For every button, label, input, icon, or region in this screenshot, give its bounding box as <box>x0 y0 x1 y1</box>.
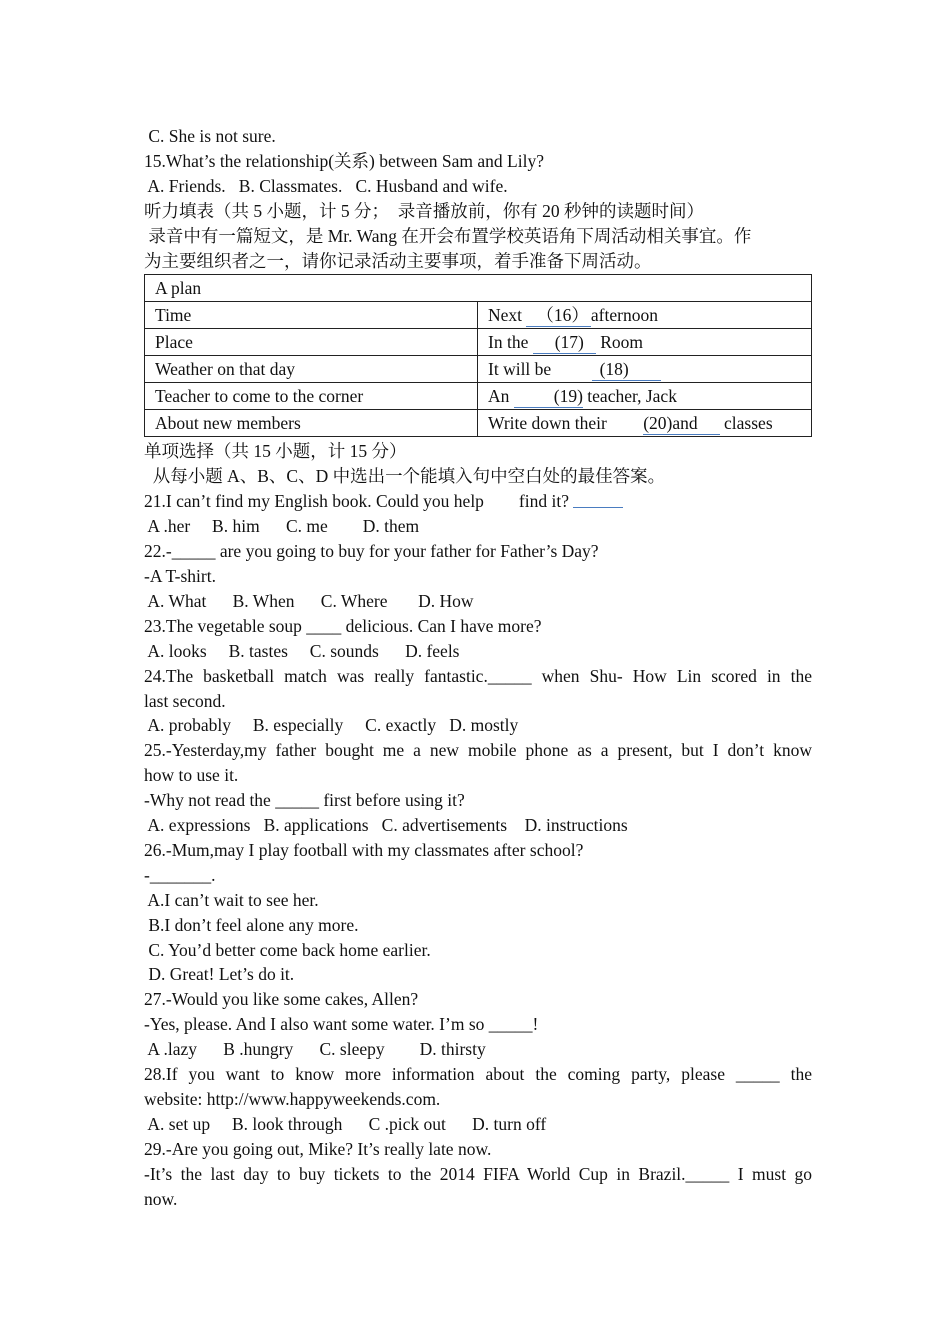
listening-section-title: 听力填表（共 5 小题，计 5 分； 录音播放前，你有 20 秒钟的读题时间） <box>144 200 704 221</box>
question-25-reply: -Why not read the _____ first before using it? <box>144 790 465 811</box>
question-28-options: A. set up B. look through C .pick out D. turn off <box>144 1113 547 1134</box>
question-21-text: 21.I can’t find my English book. Could you help find it? <box>144 491 569 512</box>
blank-20[interactable] <box>643 411 719 436</box>
row-value <box>478 383 812 410</box>
exam-page <box>144 124 812 1212</box>
table-row <box>145 302 812 329</box>
question-25-continued: how to use it. <box>144 765 239 786</box>
blank-17-label: (17) <box>554 331 584 352</box>
table-row <box>145 329 812 356</box>
row-value-prefix: An <box>488 385 514 406</box>
question-29-reply: -It’s the last day to buy tickets to the 2014 FIFA World Cup in Brazil._____ I must go <box>144 1163 812 1184</box>
question-28-continued: website: http://www.happyweekends.com. <box>144 1089 441 1109</box>
row-value-suffix: Room <box>595 331 644 352</box>
row-value <box>478 410 812 437</box>
question-22: 22.-_____ are you going to buy for your father for Father’s Day? <box>144 541 599 562</box>
question-26-option-d: D. Great! Let’s do it. <box>144 964 295 985</box>
row-value <box>478 329 812 356</box>
table-row <box>145 383 812 410</box>
blank-19[interactable] <box>514 384 583 409</box>
question-29: 29.-Are you going out, Mike? It’s really late now. <box>144 1138 492 1159</box>
option-line: C. She is not sure. <box>144 126 276 146</box>
question-15-options: A. Friends. B. Classmates. C. Husband and wife. <box>144 175 508 196</box>
row-label: Weather on that day <box>145 356 478 383</box>
row-value-suffix: afternoon <box>590 304 658 325</box>
blank-21[interactable] <box>573 489 623 509</box>
question-28: 28.If you want to know more information about the coming party, please _____ the <box>144 1064 812 1085</box>
table-row <box>145 410 812 437</box>
blank-19-label: (19) <box>553 385 583 406</box>
blank-16[interactable] <box>526 303 591 328</box>
row-value-suffix: classes <box>719 412 773 433</box>
plan-table-title: A plan <box>145 275 812 302</box>
row-value-suffix: teacher, Jack <box>582 385 677 406</box>
plan-table <box>144 274 812 437</box>
choice-section-instruction: 从每小题 A、B、C、D 中选出一个能填入句中空白处的最佳答案。 <box>144 466 666 487</box>
row-label: About new members <box>145 410 478 437</box>
question-29-continued: now. <box>144 1188 178 1209</box>
question-27-reply: -Yes, please. And I also want some water. I’m so _____! <box>144 1014 539 1035</box>
question-24-continued: last second. <box>144 690 226 711</box>
row-value-prefix: Write down their <box>488 412 612 433</box>
question-24: 24.The basketball match was really fantastic._____ when Shu- How Lin scored in the <box>144 665 812 686</box>
question-26: 26.-Mum,may I play football with my classmates after school? <box>144 839 584 860</box>
question-23: 23.The vegetable soup ____ delicious. Can I have more? <box>144 615 542 636</box>
listening-instruction-line-2: 为主要组织者之一，请你记录活动主要事项，着手准备下周活动。 <box>144 250 652 271</box>
question-22-answer: -A T-shirt. <box>144 565 216 586</box>
question-26-option-c: C. You’d better come back home earlier. <box>144 939 431 960</box>
row-label: Time <box>145 302 478 329</box>
row-value <box>478 356 812 383</box>
question-24-options: A. probably B. especially C. exactly D. mostly <box>144 715 519 736</box>
question-27: 27.-Would you like some cakes, Allen? <box>144 989 419 1010</box>
choice-section-title: 单项选择（共 15 小题，计 15 分） <box>144 441 407 462</box>
table-row <box>145 356 812 383</box>
question-21 <box>144 489 812 514</box>
blank-17[interactable] <box>533 330 596 355</box>
question-25: 25.-Yesterday,my father bought me a new mobile phone as a present, but I don’t know <box>144 740 812 761</box>
row-label: Teacher to come to the corner <box>145 383 478 410</box>
question-25-options: A. expressions B. applications C. advertisements D. instructions <box>144 815 628 836</box>
listening-instruction-line-1: 录音中有一篇短文，是 Mr. Wang 在开会布置学校英语角下周活动相关事宜。作 <box>144 225 752 246</box>
row-label: Place <box>145 329 478 356</box>
question-22-options: A. What B. When C. Where D. How <box>144 590 474 611</box>
question-21-options: A .her B. him C. me D. them <box>144 516 420 537</box>
question-23-options: A. looks B. tastes C. sounds D. feels <box>144 640 460 661</box>
row-value-prefix: In the <box>488 331 533 352</box>
row-value-prefix: Next <box>488 304 527 325</box>
question-26-reply: -_______. <box>144 864 216 885</box>
row-value <box>478 302 812 329</box>
blank-16-label: （16） <box>536 304 589 325</box>
blank-18-label: (18) <box>599 358 629 379</box>
question-26-option-b: B.I don’t feel alone any more. <box>144 914 359 935</box>
blank-20-label: (20)and <box>643 412 698 433</box>
row-value-prefix: It will be <box>488 358 556 379</box>
question-15: 15.What’s the relationship(关系) between Sam and Lily? <box>144 150 544 171</box>
question-27-options: A .lazy B .hungry C. sleepy D. thirsty <box>144 1039 486 1060</box>
blank-18[interactable] <box>592 357 661 382</box>
question-26-option-a: A.I can’t wait to see her. <box>144 889 319 910</box>
